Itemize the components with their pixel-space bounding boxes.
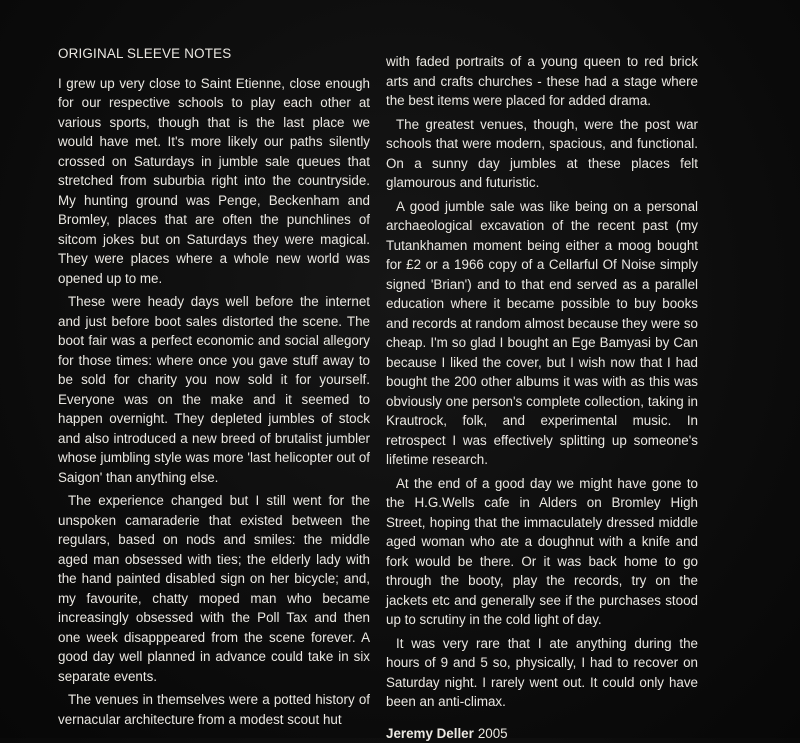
paragraph: A good jumble sale was like being on a personal archaeological excavation of the recent past (my Tutankhamen moment being either a moog bought for £2 or a 1966 copy of a Cellarful Of Noise simply signed 'Brian') and to that end served as a parallel education where it became possible to buy books and records at random almost because they were so cheap. I'm so glad I bought an Ege Bamyasi by Can because I liked the cover, but I wish now that I had bought the 200 other albums it was with as this was obviously one person's complete collection, taking in Krautrock, folk, and experimental music. In retrospect I was effectively splitting up someone's lifetime research. [386,197,698,470]
left-column [58,44,370,729]
paragraph: The venues in themselves were a potted history of vernacular architecture from a modest scout hut [58,690,370,729]
author-name: Jeremy Deller [386,726,474,741]
paragraph: I grew up very close to Saint Etienne, close enough for our respective schools to play each other at various sports, though that is the last place we would have met. It's more likely our paths silently crossed on Saturdays in jumble sale queues that stretched from suburbia right into the countryside. My hunting ground was Penge, Beckenham and Bromley, places that are often the punchlines of sitcom jokes but on Saturdays they were magical. They were places where a whole new world was opened up to me. [58,74,370,289]
right-column [386,52,698,743]
paragraph: The greatest venues, though, were the post war schools that were modern, spacious, and functional. On a sunny day jumbles at these places felt glamourous and futuristic. [386,115,698,193]
signature-year: 2005 [478,726,508,741]
paragraph: The experience changed but I still went for the unspoken camaraderie that existed between the regulars, based on nods and smiles: the middle aged man obsessed with ties; the elderly lady with the hand painted disabled sign on her bicycle; and, my favourite, chatty moped man who became increasingly obsessed with the Poll Tax and then one week disapppeared from the scene forever. A good day well planned in advance could take in six separate events. [58,491,370,686]
paragraph: At the end of a good day we might have gone to the H.G.Wells cafe in Alders on Bromley High Street, hoping that the immaculately dressed middle aged woman who ate a doughnut with a knife and fork would be there. Or it was back home to go through the booty, play the records, try on the jackets etc and generally see if the purchases stood up to scrutiny in the cold light of day. [386,474,698,630]
sleeve-notes-heading: ORIGINAL SLEEVE NOTES [58,44,370,64]
paragraph: It was very rare that I ate anything during the hours of 9 and 5 so, physically, I had to recover on Saturday night. I rarely went out. It could only have been an anti-climax. [386,634,698,712]
paragraph: with faded portraits of a young queen to red brick arts and crafts churches - these had a stage where the best items were placed for added drama. [386,52,698,111]
sleeve-notes-page [58,44,734,704]
paragraph: These were heady days well before the internet and just before boot sales distorted the scene. The boot fair was a perfect economic and social allegory for those times: where once you gave stuff away to be sold for charity you now sold it for yourself. Everyone was on the make and it seemed to happen overnight. They depleted jumbles of stock and also introduced a new breed of brutalist jumbler whose jumbling style was more 'last helicopter out of Saigon' than anything else. [58,292,370,487]
signature [386,724,698,743]
